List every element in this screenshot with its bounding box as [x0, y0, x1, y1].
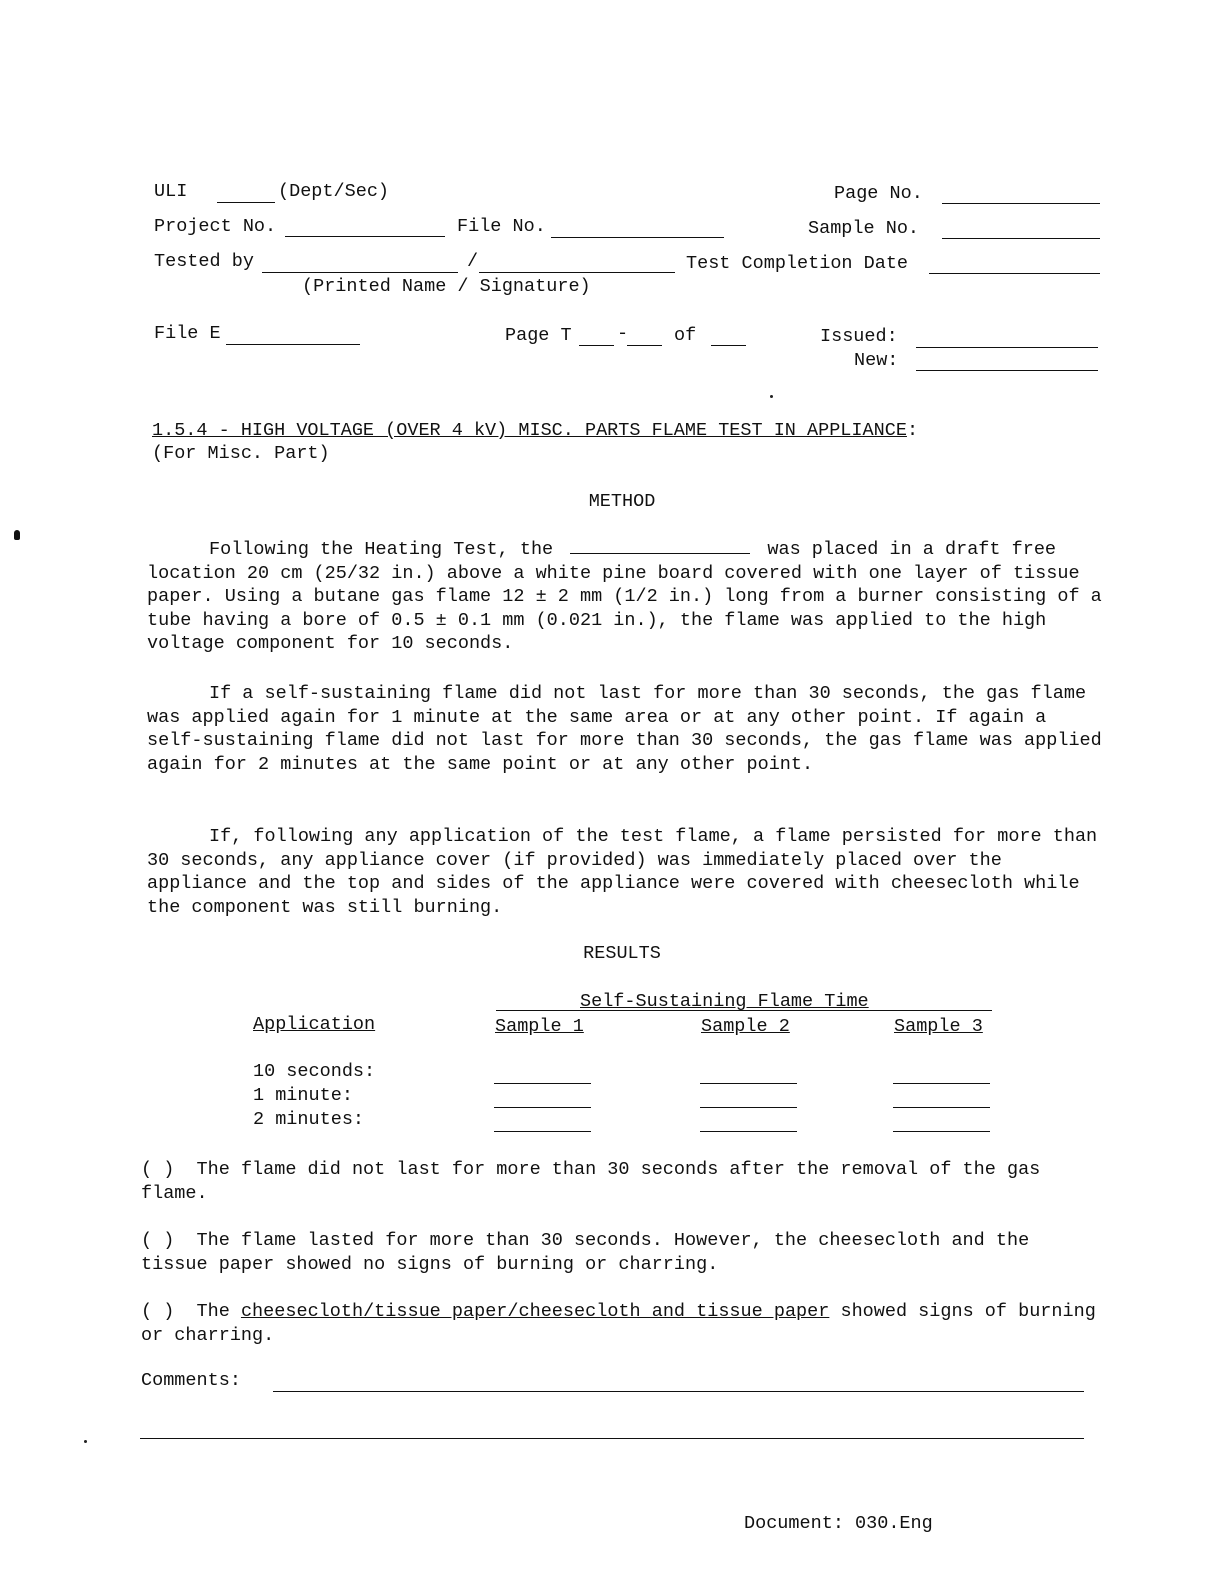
project-no-label: Project No. [154, 216, 277, 237]
s1-10s-field[interactable] [494, 1083, 591, 1084]
option-2-checkbox[interactable]: ( ) [141, 1230, 175, 1251]
document-id: Document: 030.Eng [744, 1513, 933, 1534]
s3-2m-field[interactable] [893, 1131, 990, 1132]
page-of-field[interactable] [711, 345, 746, 346]
results-title: RESULTS [583, 943, 661, 964]
s1-2m-field[interactable] [494, 1131, 591, 1132]
s2-1m-field[interactable] [700, 1107, 797, 1108]
tested-by-name-field[interactable] [262, 272, 458, 273]
uli-field[interactable] [217, 202, 275, 203]
page-dash: - [617, 323, 629, 344]
of-label: of [674, 325, 697, 346]
test-completion-date-label: Test Completion Date [686, 253, 909, 274]
col-sample-1: Sample 1 [495, 1016, 584, 1037]
scan-speck [14, 530, 20, 540]
comments-field-line-1[interactable] [273, 1391, 1084, 1392]
file-e-label: File E [154, 323, 221, 344]
issued-field[interactable] [916, 347, 1098, 348]
option-3: ( ) The cheesecloth/tissue paper/cheesecloth and tissue paper showed signs of burning or charring. [141, 1301, 1096, 1346]
tested-by-label: Tested by [154, 251, 254, 272]
page-no-label: Page No. [834, 183, 923, 204]
method-title: METHOD [588, 491, 656, 512]
project-no-field[interactable] [285, 236, 445, 237]
scan-speck [84, 1440, 87, 1443]
comments-label: Comments: [141, 1370, 241, 1391]
row-label-1-minute: 1 minute: [253, 1085, 353, 1106]
method-paragraph-1: Following the Heating Test, the was placed in a draft free location 20 cm (25/32 in.) above a white pine board covered with one layer of tissue paper. Using a butane gas flame 12 ± 2 mm (1/2 in.) long from a burner consisting of a tube having a bore of 0.5 ± 0.1 mm (0.021 in.), the flame was applied to the high voltage component for 10 seconds. [147, 539, 1102, 654]
col-sample-3: Sample 3 [894, 1016, 983, 1037]
col-sample-2: Sample 2 [701, 1016, 790, 1037]
component-blank[interactable] [570, 539, 750, 554]
group-header-rule [496, 1010, 992, 1011]
scan-speck [770, 395, 773, 398]
row-label-2-minutes: 2 minutes: [253, 1109, 365, 1130]
file-no-label: File No. [457, 216, 546, 237]
page-t-field-1[interactable] [579, 345, 614, 346]
s1-1m-field[interactable] [494, 1107, 591, 1108]
s2-10s-field[interactable] [700, 1083, 797, 1084]
new-field[interactable] [916, 370, 1098, 371]
page-t-field-2[interactable] [627, 345, 662, 346]
comments-field-line-2[interactable] [140, 1438, 1084, 1439]
page-t-label: Page T [505, 325, 572, 346]
test-completion-date-field[interactable] [929, 273, 1100, 274]
method-paragraph-3: If, following any application of the test flame, a flame persisted for more than 30 seconds, any appliance cover (if provided) was immediately placed over the appliance and the top and sides of the appliance were covered with cheesecloth while the component was still burning. [147, 826, 1098, 918]
sample-no-field[interactable] [942, 238, 1100, 239]
page-no-field[interactable] [942, 203, 1100, 204]
file-no-field[interactable] [551, 237, 724, 238]
option-1-checkbox[interactable]: ( ) [141, 1159, 175, 1180]
s2-2m-field[interactable] [700, 1131, 797, 1132]
row-label-10-seconds: 10 seconds: [253, 1061, 376, 1082]
option-3-checkbox[interactable]: ( ) [141, 1301, 175, 1322]
dept-sec-label: (Dept/Sec) [278, 181, 390, 202]
section-heading: 1.5.4 - HIGH VOLTAGE (OVER 4 kV) MISC. PARTS FLAME TEST IN APPLIANCE: [152, 420, 919, 441]
issued-label: Issued: [820, 326, 898, 347]
tested-by-signature-field[interactable] [479, 272, 675, 273]
printed-name-signature-caption: (Printed Name / Signature) [302, 276, 591, 297]
section-subheading: (For Misc. Part) [152, 443, 330, 464]
option-2: ( ) The flame lasted for more than 30 seconds. However, the cheesecloth and the tissue paper showed no signs of burning or charring. [141, 1230, 1030, 1275]
sample-no-label: Sample No. [808, 218, 920, 239]
group-header: Self-Sustaining Flame Time [580, 991, 869, 1012]
s3-10s-field[interactable] [893, 1083, 990, 1084]
s3-1m-field[interactable] [893, 1107, 990, 1108]
new-label: New: [854, 350, 899, 371]
method-paragraph-2: If a self-sustaining flame did not last for more than 30 seconds, the gas flame was applied again for 1 minute at the same area or at any other point. If again a self-sustaining flame did not last for more than 30 seconds, the gas flame was applied again for 2 minutes at the same point or at any other point. [147, 683, 1102, 775]
uli-label: ULI [154, 181, 188, 202]
file-e-field[interactable] [226, 344, 360, 345]
option-1: ( ) The flame did not last for more than 30 seconds after the removal of the gas flame. [141, 1159, 1041, 1204]
col-application: Application [253, 1014, 376, 1035]
slash-separator: / [467, 251, 479, 272]
